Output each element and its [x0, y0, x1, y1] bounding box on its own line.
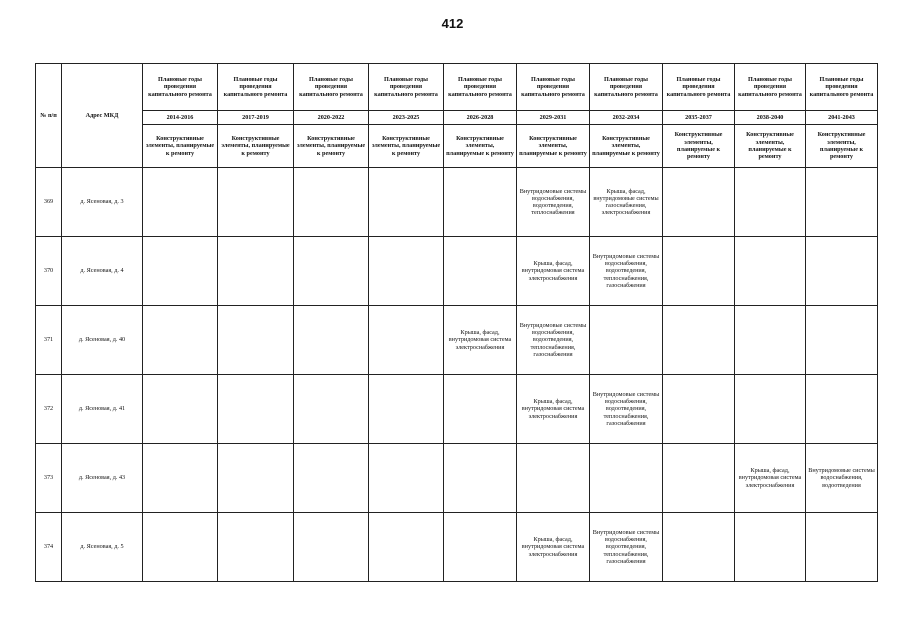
elements-header: Конструктивные элементы, планируемые к ремонту [444, 125, 517, 168]
repair-cell [663, 237, 735, 306]
repair-cell: Внутридомовые системы водоснабжения, водоотведения, теплоснабжения, газоснабжения [590, 513, 663, 582]
period-header: Плановые годы проведения капитального ремонта [444, 64, 517, 111]
years-header: 2029-2031 [517, 111, 590, 125]
elements-header: Конструктивные элементы, планируемые к ремонту [590, 125, 663, 168]
repair-cell [663, 444, 735, 513]
repair-cell [590, 306, 663, 375]
repair-cell [294, 306, 369, 375]
row-number: 370 [36, 237, 62, 306]
repair-cell [218, 375, 294, 444]
period-header: Плановые годы проведения капитального ремонта [143, 64, 218, 111]
period-header: Плановые годы проведения капитального ремонта [806, 64, 878, 111]
period-header: Плановые годы проведения капитального ремонта [663, 64, 735, 111]
repair-cell [806, 237, 878, 306]
repair-cell [218, 168, 294, 237]
header-row-periods [36, 64, 878, 111]
repair-cell [444, 237, 517, 306]
table-row [36, 375, 878, 444]
repair-cell [806, 375, 878, 444]
repair-cell [294, 168, 369, 237]
years-header: 2020-2022 [294, 111, 369, 125]
repair-cell [143, 237, 218, 306]
repair-cell [735, 237, 806, 306]
repair-cell [294, 444, 369, 513]
repair-cell: Внутридомовые системы водоснабжения, водоотведения, теплоснабжения, газоснабжения [590, 375, 663, 444]
repair-cell: Крыша, фасад, внутридомовая система электроснабжения [517, 375, 590, 444]
repair-cell [663, 375, 735, 444]
capital-repair-schedule-table [35, 63, 878, 582]
repair-cell [143, 306, 218, 375]
row-number: 374 [36, 513, 62, 582]
repair-cell [294, 513, 369, 582]
years-header: 2023-2025 [369, 111, 444, 125]
num-column-header: № п/п [36, 64, 62, 168]
row-address: д. Ясеновая, д. 3 [62, 168, 143, 237]
repair-cell [143, 168, 218, 237]
table-row [36, 306, 878, 375]
row-address: д. Ясеновая, д. 5 [62, 513, 143, 582]
address-column-header: Адрес МКД [62, 64, 143, 168]
repair-cell [735, 306, 806, 375]
repair-cell [806, 306, 878, 375]
header-row-years [36, 111, 878, 125]
repair-cell [663, 306, 735, 375]
elements-header: Конструктивные элементы, планируемые к ремонту [218, 125, 294, 168]
years-header: 2026-2028 [444, 111, 517, 125]
repair-cell [444, 168, 517, 237]
repair-cell: Внутридомовые системы водоснабжения, водоотведения, теплоснабжения, газоснабжения [590, 237, 663, 306]
page-number: 412 [441, 16, 464, 31]
period-header: Плановые годы проведения капитального ремонта [218, 64, 294, 111]
repair-cell [294, 375, 369, 444]
years-header: 2035-2037 [663, 111, 735, 125]
repair-cell [143, 513, 218, 582]
elements-header: Конструктивные элементы, планируемые к ремонту [143, 125, 218, 168]
elements-header: Конструктивные элементы, планируемые к ремонту [735, 125, 806, 168]
elements-header: Конструктивные элементы, планируемые к ремонту [369, 125, 444, 168]
row-number: 372 [36, 375, 62, 444]
repair-cell [369, 306, 444, 375]
repair-cell: Внутридомовые системы водоснабжения, водоотведения, теплоснабжения [517, 168, 590, 237]
repair-cell [444, 444, 517, 513]
period-header: Плановые годы проведения капитального ремонта [369, 64, 444, 111]
years-header: 2017-2019 [218, 111, 294, 125]
repair-cell [369, 444, 444, 513]
repair-cell [294, 237, 369, 306]
years-header: 2014-2016 [143, 111, 218, 125]
repair-cell: Крыша, фасад, внутридомовая система электроснабжения [444, 306, 517, 375]
repair-cell [735, 375, 806, 444]
repair-cell [590, 444, 663, 513]
years-header: 2032-2034 [590, 111, 663, 125]
repair-cell [517, 444, 590, 513]
repair-cell [663, 168, 735, 237]
table-row [36, 237, 878, 306]
repair-cell: Крыша, фасад, внутридомовая система электроснабжения [517, 513, 590, 582]
repair-cell [218, 444, 294, 513]
row-address: д. Ясеновая, д. 41 [62, 375, 143, 444]
row-address: д. Ясеновая, д. 4 [62, 237, 143, 306]
elements-header: Конструктивные элементы, планируемые к ремонту [663, 125, 735, 168]
years-header: 2038-2040 [735, 111, 806, 125]
repair-cell [444, 375, 517, 444]
repair-cell [143, 444, 218, 513]
repair-cell: Крыша, фасад, внутридомовые системы газоснабжения, электроснабжения [590, 168, 663, 237]
row-number: 369 [36, 168, 62, 237]
period-header: Плановые годы проведения капитального ремонта [735, 64, 806, 111]
repair-cell [806, 513, 878, 582]
repair-cell [218, 513, 294, 582]
repair-cell [663, 513, 735, 582]
period-header: Плановые годы проведения капитального ремонта [517, 64, 590, 111]
repair-cell [806, 168, 878, 237]
repair-cell [143, 375, 218, 444]
row-number: 371 [36, 306, 62, 375]
table-row [36, 513, 878, 582]
repair-cell [735, 168, 806, 237]
repair-cell [369, 168, 444, 237]
period-header: Плановые годы проведения капитального ремонта [590, 64, 663, 111]
repair-cell: Внутридомовые системы водоснабжения, водоотведения, теплоснабжения, газоснабжения [517, 306, 590, 375]
header-row-elements [36, 125, 878, 168]
repair-cell [735, 513, 806, 582]
row-address: д. Ясеновая, д. 43 [62, 444, 143, 513]
row-address: д. Ясеновая, д. 40 [62, 306, 143, 375]
repair-cell: Внутридомовые системы водоснабжения, водоотведения [806, 444, 878, 513]
elements-header: Конструктивные элементы, планируемые к ремонту [806, 125, 878, 168]
repair-cell: Крыша, фасад, внутридомовая система электроснабжения [735, 444, 806, 513]
repair-cell [218, 306, 294, 375]
period-header: Плановые годы проведения капитального ремонта [294, 64, 369, 111]
repair-cell [369, 375, 444, 444]
table-row [36, 168, 878, 237]
repair-cell: Крыша, фасад, внутридомовая система электроснабжения [517, 237, 590, 306]
elements-header: Конструктивные элементы, планируемые к ремонту [294, 125, 369, 168]
elements-header: Конструктивные элементы, планируемые к ремонту [517, 125, 590, 168]
repair-cell [369, 237, 444, 306]
repair-cell [444, 513, 517, 582]
table-row [36, 444, 878, 513]
row-number: 373 [36, 444, 62, 513]
repair-cell [218, 237, 294, 306]
years-header: 2041-2043 [806, 111, 878, 125]
repair-cell [369, 513, 444, 582]
